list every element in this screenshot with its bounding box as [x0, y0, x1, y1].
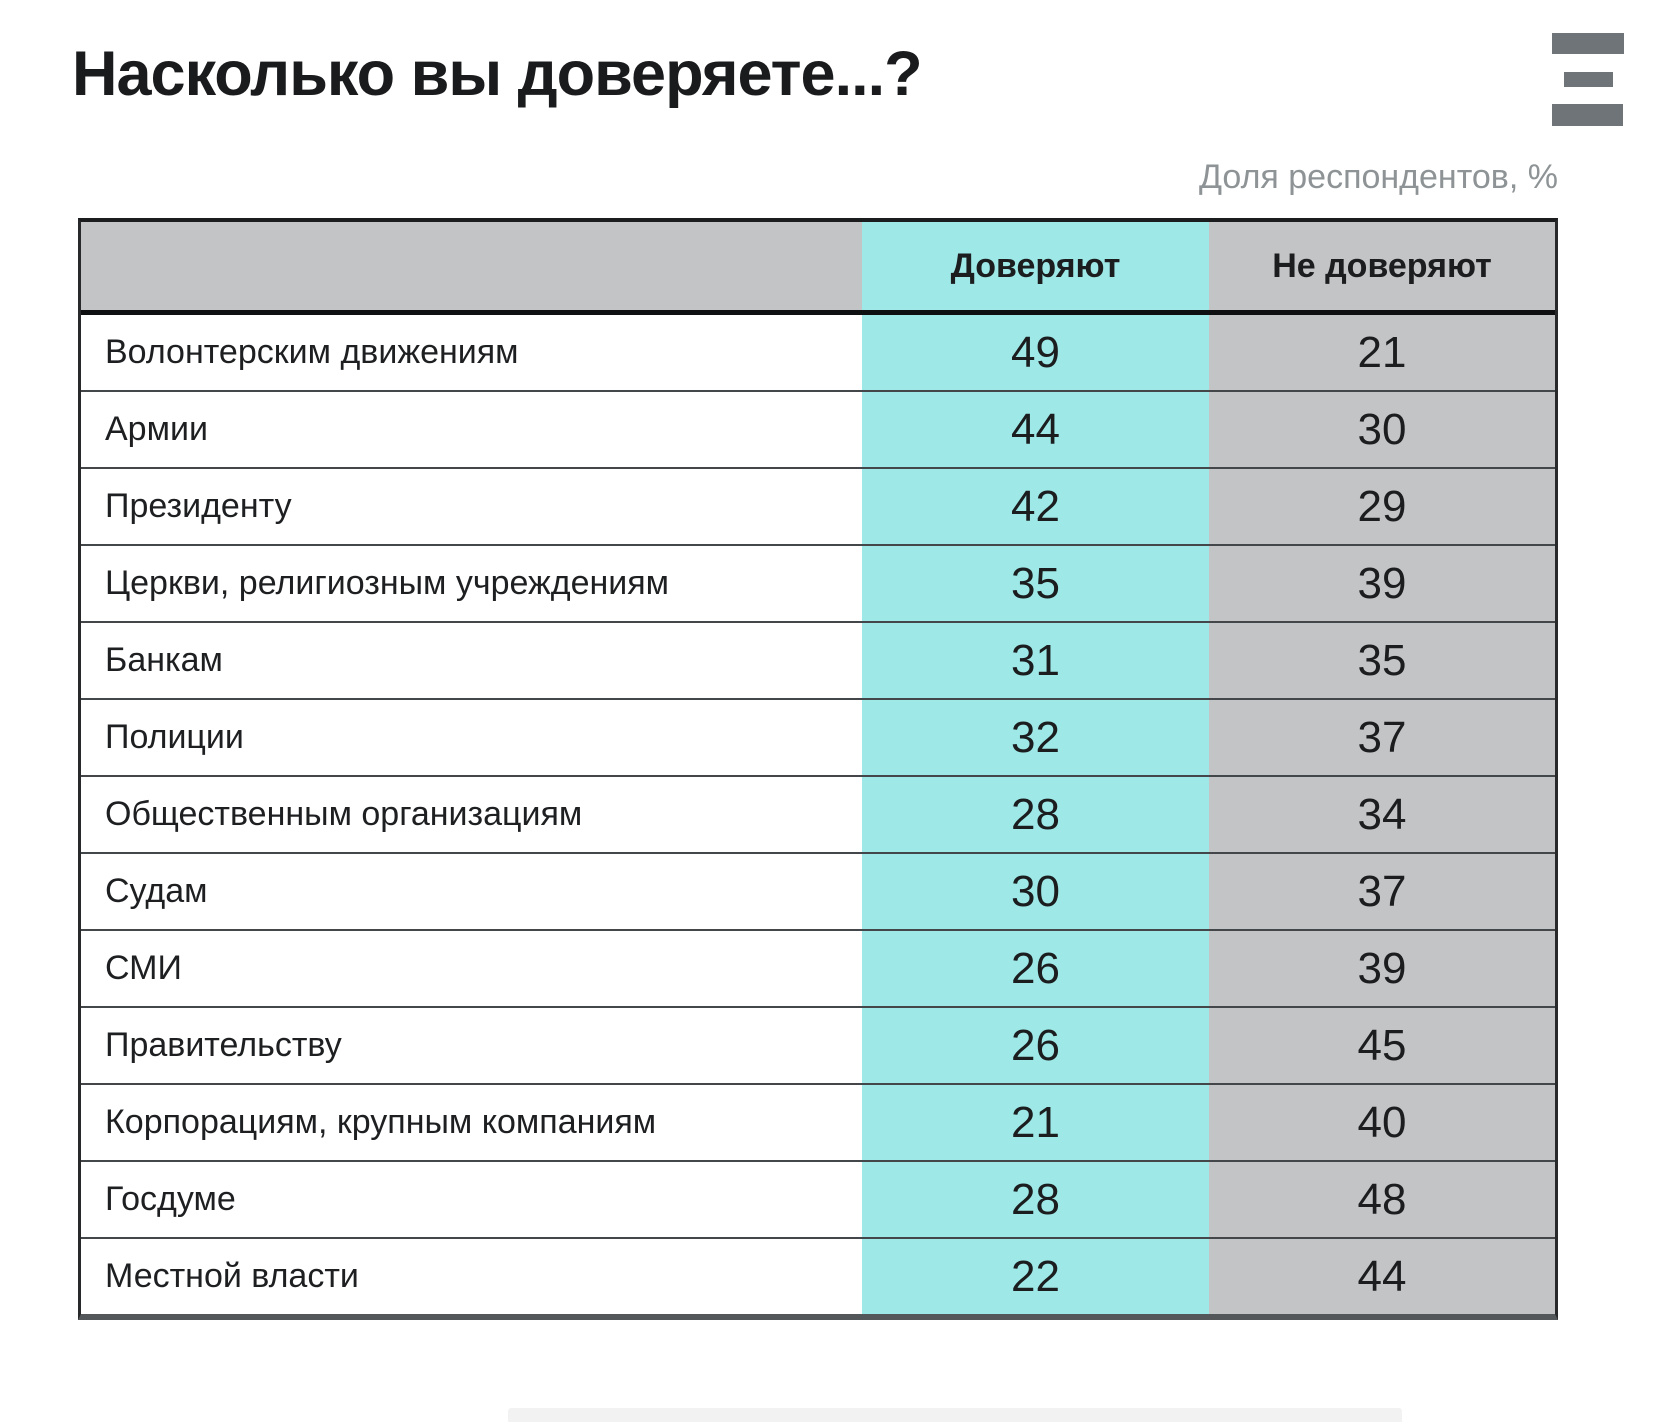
trust-value: 22 [862, 1239, 1209, 1314]
trust-value: 30 [862, 854, 1209, 929]
distrust-value: 44 [1209, 1239, 1555, 1314]
logo-bar-top [1552, 33, 1624, 54]
distrust-value: 29 [1209, 469, 1555, 544]
table-row [81, 931, 1555, 1008]
distrust-value: 39 [1209, 546, 1555, 621]
row-label: Армии [81, 392, 862, 467]
trust-value: 49 [862, 315, 1209, 390]
distrust-value: 35 [1209, 623, 1555, 698]
row-label: Госдуме [81, 1162, 862, 1237]
decorative-bottom-bar [508, 1408, 1402, 1422]
row-label: Президенту [81, 469, 862, 544]
table-row [81, 315, 1555, 392]
distrust-value: 34 [1209, 777, 1555, 852]
row-label: Общественным организациям [81, 777, 862, 852]
header-empty-cell [81, 222, 862, 310]
table-row [81, 1239, 1555, 1314]
distrust-value: 37 [1209, 700, 1555, 775]
distrust-value: 37 [1209, 854, 1555, 929]
three-bars-logo-icon [1552, 33, 1624, 126]
distrust-value: 40 [1209, 1085, 1555, 1160]
row-label: Церкви, религиозным учреждениям [81, 546, 862, 621]
table-row [81, 1008, 1555, 1085]
table-row [81, 1085, 1555, 1162]
header-distrust-cell: Не доверяют [1209, 222, 1555, 310]
table-row [81, 777, 1555, 854]
row-label: Правительству [81, 1008, 862, 1083]
row-label: Корпорациям, крупным компаниям [81, 1085, 862, 1160]
distrust-value: 30 [1209, 392, 1555, 467]
row-label: Банкам [81, 623, 862, 698]
distrust-value: 48 [1209, 1162, 1555, 1237]
table-row [81, 392, 1555, 469]
row-label: Полиции [81, 700, 862, 775]
distrust-value: 39 [1209, 931, 1555, 1006]
row-label: Местной власти [81, 1239, 862, 1314]
trust-value: 42 [862, 469, 1209, 544]
table-row [81, 1162, 1555, 1239]
page-title: Насколько вы доверяете...? [72, 39, 922, 109]
trust-value: 26 [862, 931, 1209, 1006]
trust-value: 28 [862, 1162, 1209, 1237]
respondents-share-caption: Доля респондентов, % [1199, 158, 1558, 196]
table-row [81, 546, 1555, 623]
trust-value: 31 [862, 623, 1209, 698]
distrust-value: 45 [1209, 1008, 1555, 1083]
table-header-row [81, 222, 1555, 315]
trust-value: 21 [862, 1085, 1209, 1160]
table-row [81, 469, 1555, 546]
trust-value: 44 [862, 392, 1209, 467]
trust-value: 28 [862, 777, 1209, 852]
distrust-value: 21 [1209, 315, 1555, 390]
table-row [81, 854, 1555, 931]
trust-survey-table [78, 218, 1558, 1320]
header-trust-cell: Доверяют [862, 222, 1209, 310]
row-label: Волонтерским движениям [81, 315, 862, 390]
trust-value: 35 [862, 546, 1209, 621]
table-row [81, 700, 1555, 777]
table-row [81, 623, 1555, 700]
row-label: Судам [81, 854, 862, 929]
logo-bar-bottom [1552, 104, 1623, 126]
table-body [81, 315, 1555, 1314]
logo-bar-middle [1564, 72, 1613, 87]
row-label: СМИ [81, 931, 862, 1006]
trust-value: 26 [862, 1008, 1209, 1083]
trust-value: 32 [862, 700, 1209, 775]
